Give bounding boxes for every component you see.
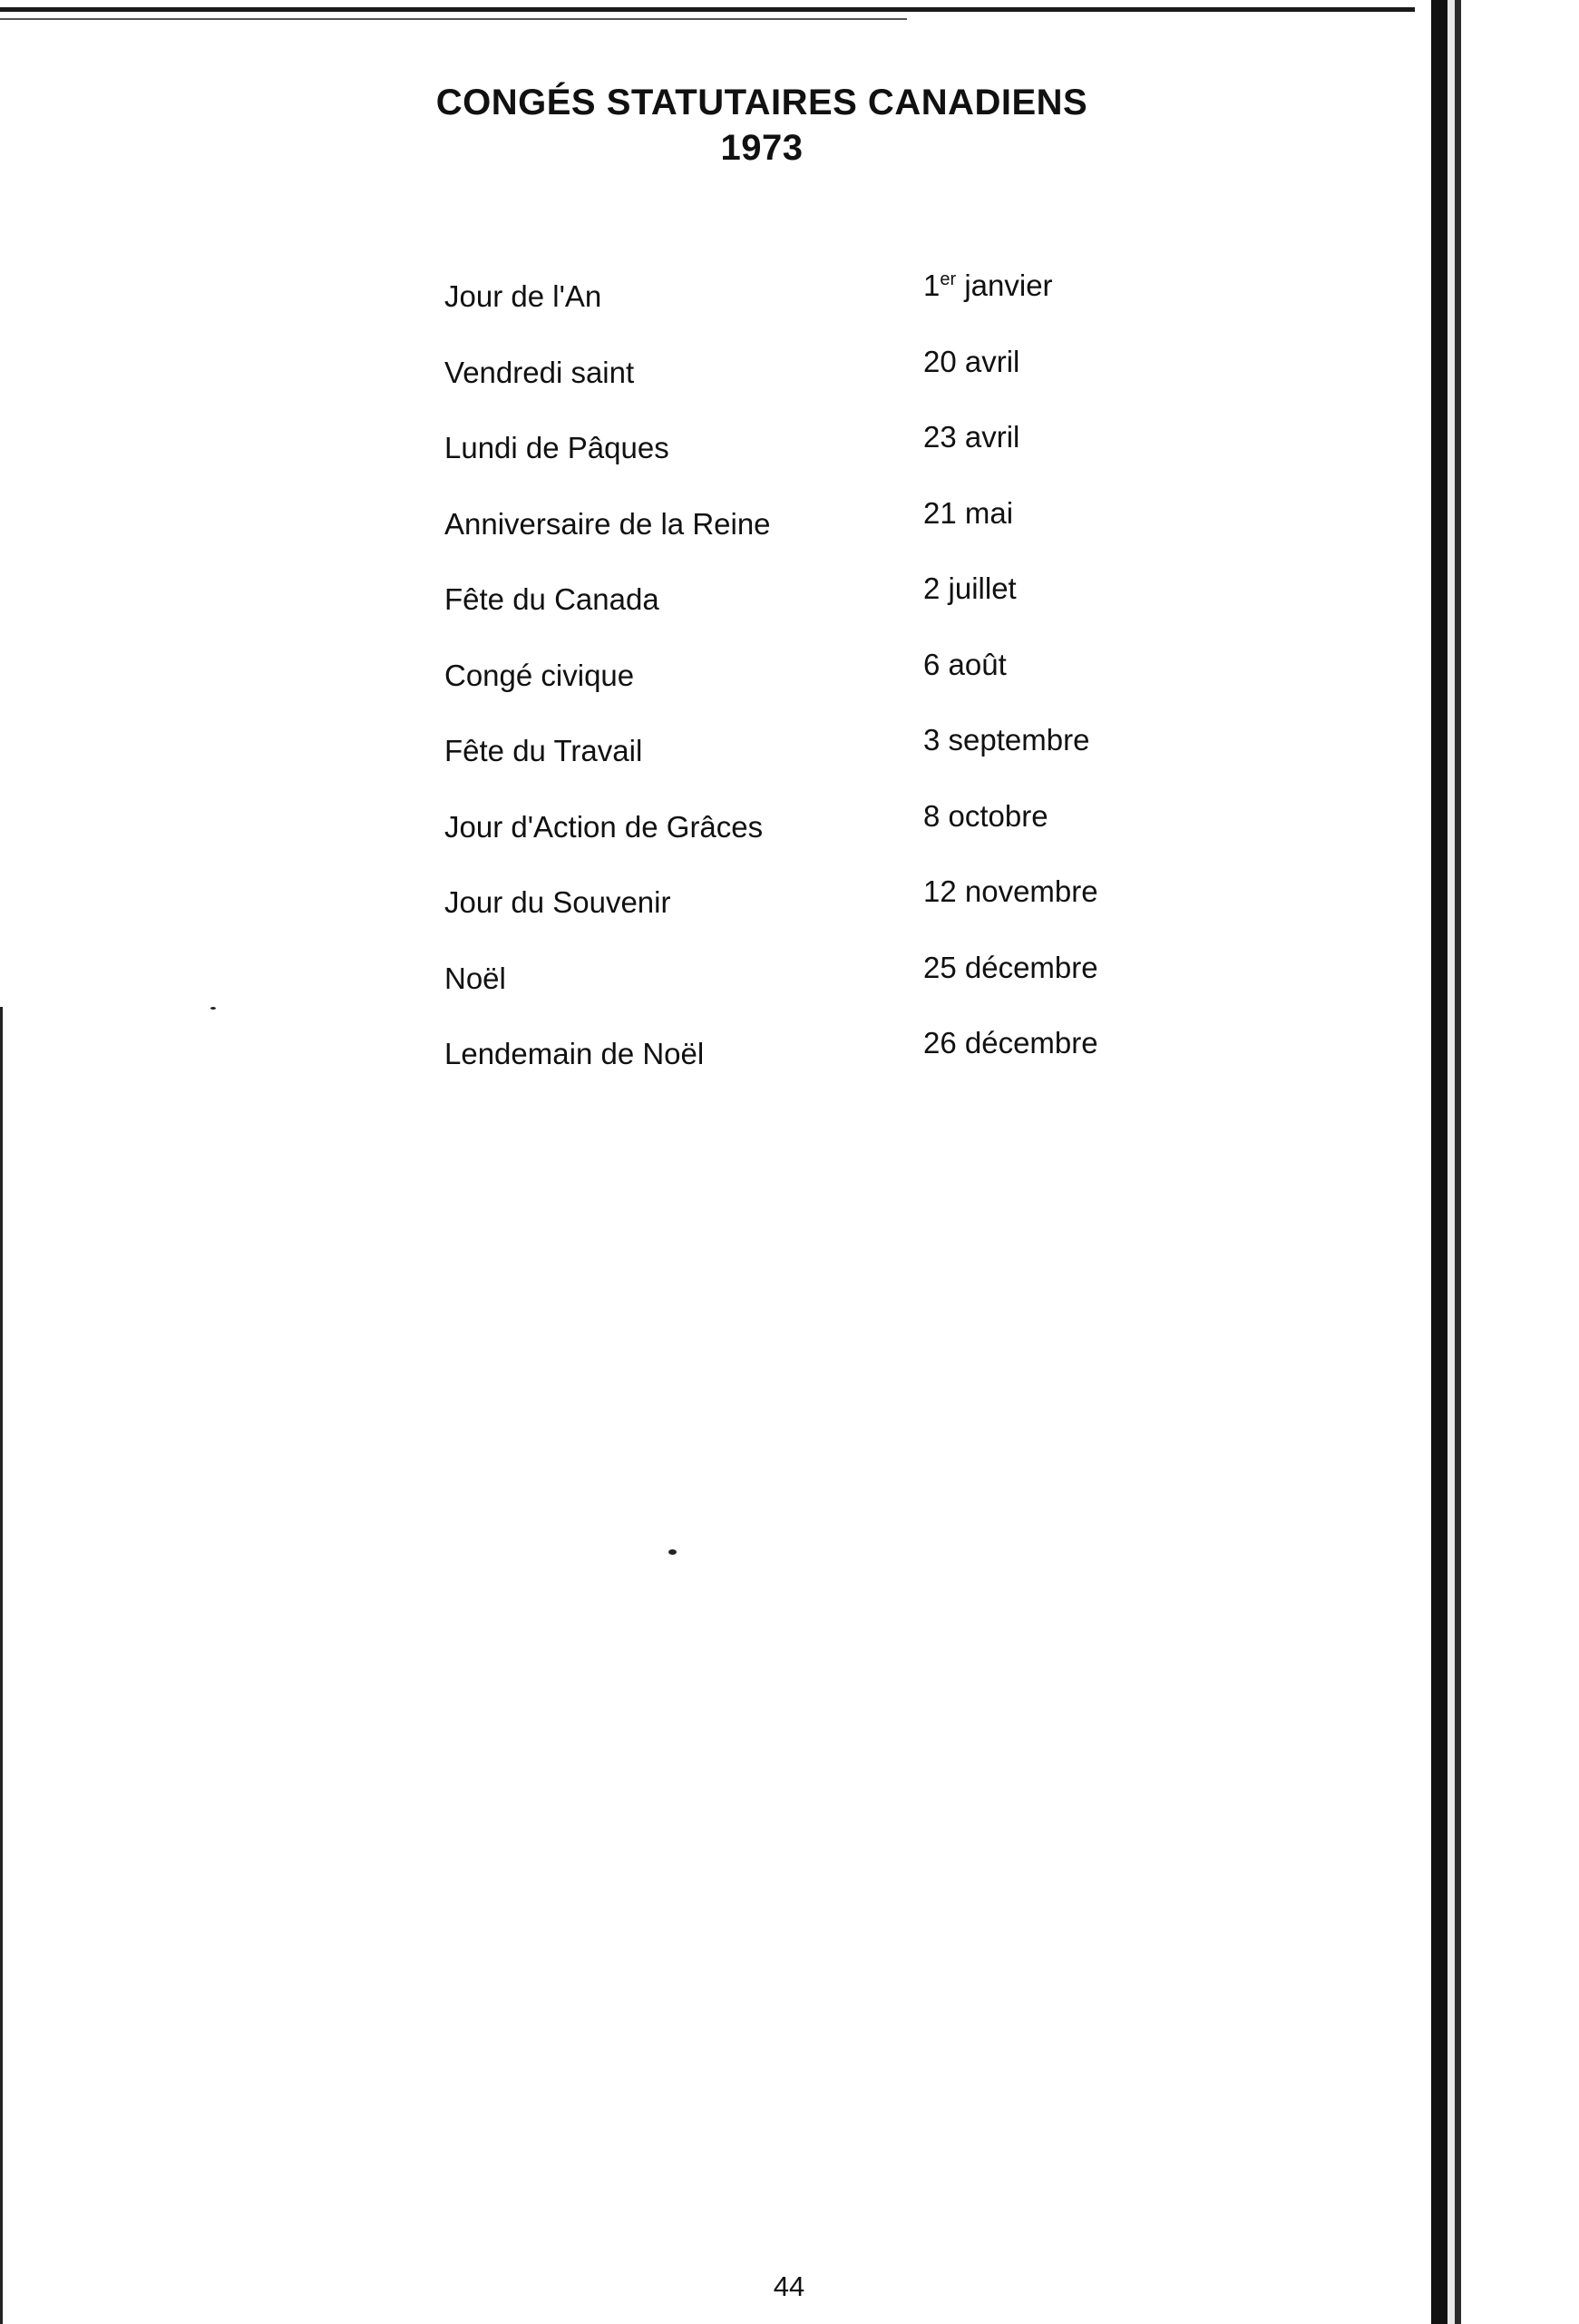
holiday-row: [444, 495, 1170, 571]
binding-spine-inner: [1455, 0, 1461, 2324]
scan-top-rule: [0, 7, 1415, 12]
holiday-date-day: 1: [923, 269, 941, 302]
holiday-name: Lundi de Pâques: [444, 431, 669, 464]
scan-speck: [668, 1549, 677, 1555]
holiday-name: Noël: [444, 961, 506, 995]
holiday-name: Fête du Travail: [444, 734, 643, 767]
holiday-row: [444, 798, 1170, 874]
holiday-name: Congé civique: [444, 658, 635, 692]
holiday-name: Lendemain de Noël: [444, 1037, 705, 1070]
holiday-date: 2 juillet: [923, 571, 1017, 605]
holiday-date: 21 mai: [923, 495, 1014, 530]
holiday-name: Jour du Souvenir: [444, 885, 671, 919]
holiday-row: [444, 419, 1170, 495]
holiday-date: 8 octobre: [923, 798, 1048, 833]
holiday-name: Fête du Canada: [444, 582, 659, 616]
holiday-name: Jour de l'An: [444, 279, 602, 313]
page-title: [345, 80, 1179, 171]
holiday-date-ordinal: er: [940, 269, 957, 289]
holiday-row: [444, 344, 1170, 420]
holiday-date: 25 décembre: [923, 950, 1098, 984]
holiday-date: 26 décembre: [923, 1026, 1098, 1059]
holiday-row: [444, 1025, 1170, 1101]
holiday-date: 23 avril: [923, 420, 1020, 454]
scan-speck: [210, 1007, 216, 1010]
holiday-row: [444, 874, 1170, 950]
holiday-date-month: janvier: [956, 269, 1053, 302]
binding-spine-gap: [1447, 0, 1455, 2324]
holiday-name: Vendredi saint: [444, 355, 635, 389]
holiday-list: [444, 268, 1170, 1101]
holiday-row: [444, 647, 1170, 723]
holiday-date: [923, 268, 1053, 304]
holiday-row: [444, 950, 1170, 1026]
holiday-row: [444, 268, 1170, 344]
title-line-2: 1973: [720, 128, 804, 168]
holiday-row: [444, 571, 1170, 647]
holiday-date: 3 septembre: [923, 723, 1090, 757]
scan-left-edge: [0, 1007, 3, 2324]
page-right-margin: [1461, 0, 1579, 2324]
holiday-row: [444, 722, 1170, 798]
scan-top-rule-thin: [0, 18, 907, 20]
binding-spine: [1431, 0, 1447, 2324]
holiday-date: 20 avril: [923, 344, 1020, 378]
holiday-date: 6 août: [923, 647, 1007, 681]
holiday-date: 12 novembre: [923, 874, 1098, 908]
holiday-name: Anniversaire de la Reine: [444, 506, 771, 541]
page-number: 44: [773, 2270, 805, 2302]
title-line-1: CONGÉS STATUTAIRES CANADIENS: [435, 83, 1088, 122]
holiday-name: Jour d'Action de Grâces: [444, 809, 764, 844]
